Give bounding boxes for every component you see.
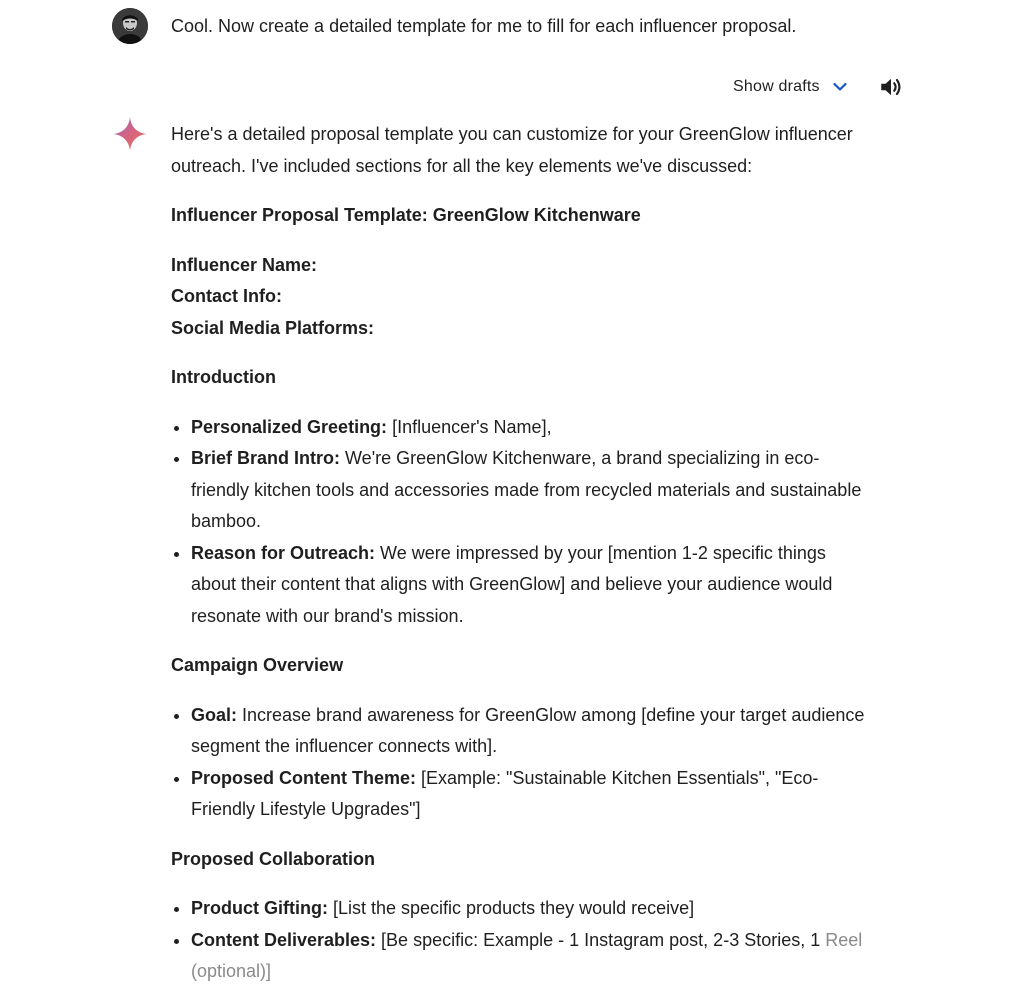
response-toolbar (733, 74, 904, 100)
field-contact-info: Contact Info: (171, 286, 282, 306)
show-drafts-label: Show drafts (733, 78, 820, 95)
section-heading-introduction: Introduction (171, 367, 276, 387)
chevron-down-icon (832, 79, 848, 95)
field-social-platforms: Social Media Platforms: (171, 317, 375, 338)
list-item: • Proposed Content Theme: [Example: "Sustainable Kitchen Essentials", "Eco-Friendly Lifestyle Upgrades"] (191, 763, 871, 826)
response-intro: Here's a detailed proposal template you can customize for your GreenGlow influencer outreach. I've included sections for all the key elements we've discussed: (171, 124, 853, 176)
user-message (112, 8, 796, 44)
campaign-list (171, 700, 871, 826)
field-influencer-name: Influencer Name: (171, 254, 318, 275)
model-response (171, 119, 871, 1006)
speaker-icon[interactable] (878, 74, 904, 100)
show-drafts-button[interactable] (733, 78, 848, 96)
template-fields (171, 250, 871, 345)
introduction-list (171, 412, 871, 633)
gemini-sparkle-icon (112, 116, 148, 152)
list-item: • Brief Brand Intro: We're GreenGlow Kitchenware, a brand specializing in eco-friendly kitchen tools and accessories made from recycled materials and sustainable bamboo. (191, 443, 871, 538)
user-avatar[interactable] (112, 8, 148, 44)
user-prompt-text: Cool. Now create a detailed template for me to fill for each influencer proposal. (171, 16, 797, 36)
list-item: • Personalized Greeting: [Influencer's Name], (191, 412, 871, 444)
template-title: Influencer Proposal Template: GreenGlow Kitchenware (171, 205, 641, 225)
collaboration-list (171, 893, 871, 988)
list-item: • Reason for Outreach: We were impressed by your [mention 1-2 specific things about their content that aligns with GreenGlow] and believe your audience would resonate with our brand's mission. (191, 538, 871, 633)
section-heading-collaboration: Proposed Collaboration (171, 848, 376, 869)
section-heading-campaign: Campaign Overview (171, 655, 344, 675)
list-item: • Goal: Increase brand awareness for GreenGlow among [define your target audience segment the influencer connects with]. (191, 700, 871, 763)
list-item: • Content Deliverables: [Be specific: Example - 1 Instagram post, 2-3 Stories, 1 Reel (optional)] (191, 925, 871, 988)
list-item: • Product Gifting: [List the specific products they would receive] (191, 893, 871, 925)
